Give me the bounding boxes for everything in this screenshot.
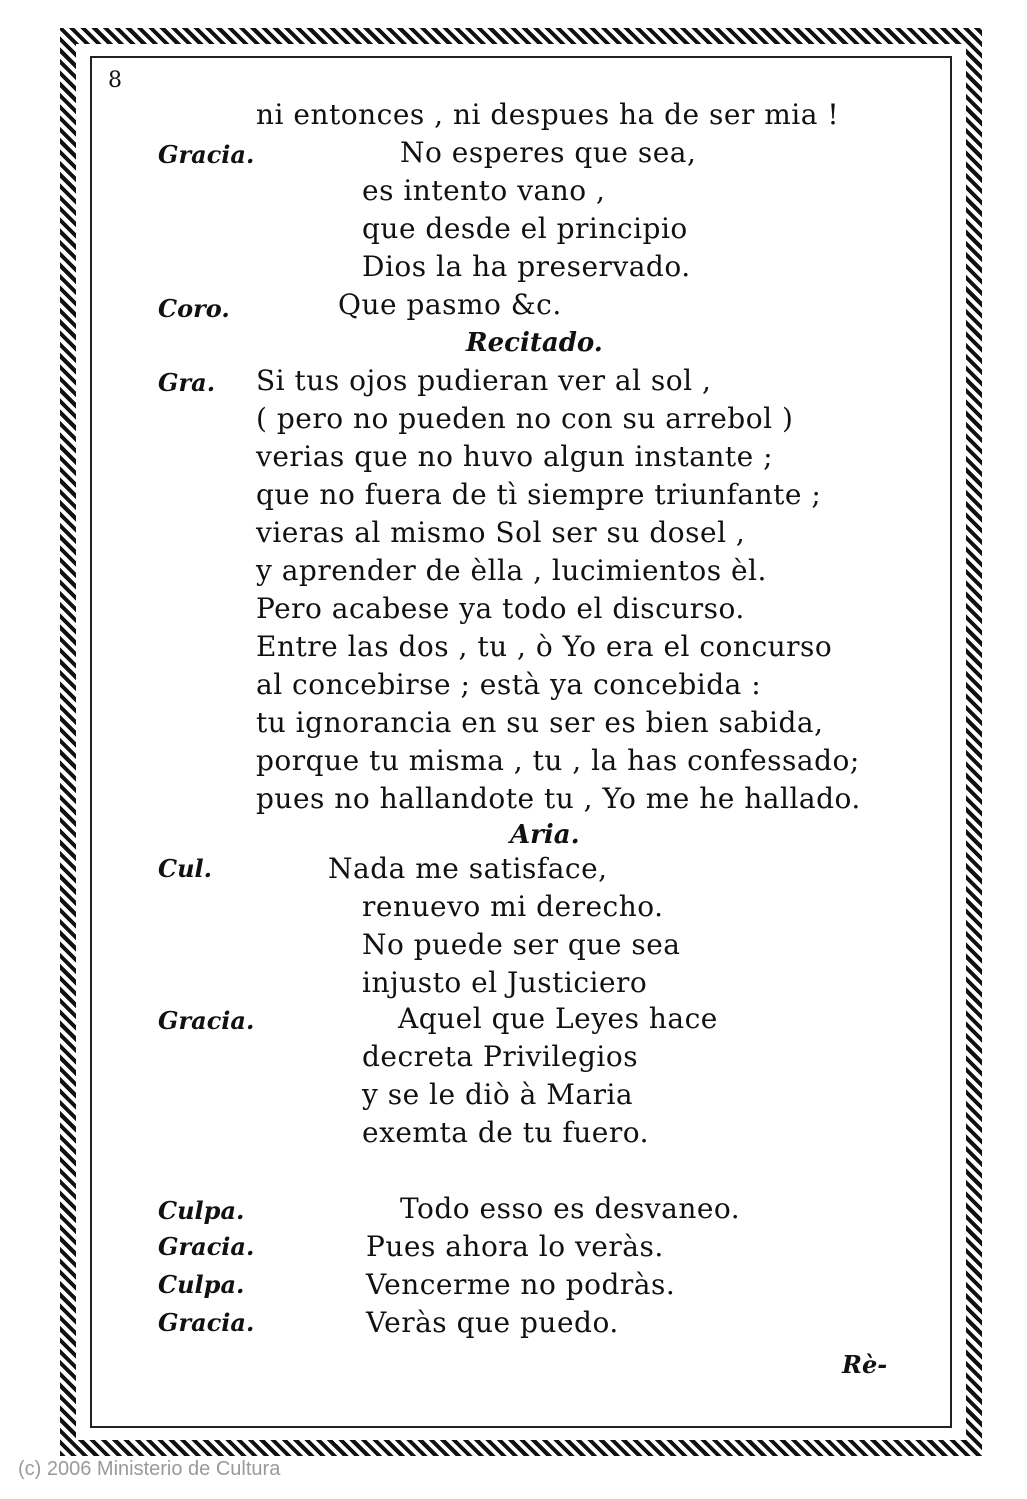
verse-line: Vencerme no podràs. [366, 1268, 676, 1301]
verse-line: Pero acabese ya todo el discurso. [256, 592, 745, 625]
verse-line: decreta Privilegios [362, 1040, 639, 1073]
verse-line: No puede ser que sea [362, 928, 681, 961]
verse-line: al concebirse ; està ya concebida : [256, 668, 762, 701]
verse-line: Entre las dos , tu , ò Yo era el concurso [256, 630, 833, 663]
verse-line: Dios la ha preservado. [362, 250, 691, 283]
verse-line: Nada me satisface, [328, 852, 608, 885]
verse-line: que no fuera de tì siempre triunfante ; [256, 478, 822, 511]
verse-line: Que pasmo &c. [338, 288, 562, 321]
verse-line: Pues ahora lo veràs. [366, 1230, 664, 1263]
verse-line: verias que no huvo algun instante ; [256, 440, 774, 473]
speaker-gra: Gra. [158, 368, 216, 397]
catchword: Rè- [842, 1350, 888, 1379]
verse-line: pues no hallandote tu , Yo me he hallado. [256, 782, 861, 815]
verse-line: Aquel que Leyes hace [398, 1002, 718, 1035]
speaker-gracia: Gracia. [158, 1232, 255, 1261]
copyright-notice: (c) 2006 Ministerio de Cultura [18, 1458, 281, 1480]
speaker-gracia: Gracia. [158, 1006, 255, 1035]
verse-line: y se le diò à Maria [362, 1078, 634, 1111]
verse-line: No esperes que sea, [400, 136, 697, 169]
section-heading-aria: Aria. [510, 820, 580, 850]
verse-line: Veràs que puedo. [366, 1306, 619, 1339]
verse-line: porque tu misma , tu , la has confessado; [256, 744, 860, 777]
verse-line: vieras al mismo Sol ser su dosel , [256, 516, 746, 549]
verse-line: injusto el Justiciero [362, 966, 648, 999]
verse-line: tu ignorancia en su ser es bien sabida, [256, 706, 824, 739]
verse-line: es intento vano , [362, 174, 606, 207]
page-number: 8 [108, 68, 122, 93]
speaker-coro: Coro. [158, 294, 230, 323]
verse-line: renuevo mi derecho. [362, 890, 664, 923]
speaker-gracia: Gracia. [158, 1308, 255, 1337]
verse-line: y aprender de èlla , lucimientos èl. [256, 554, 767, 587]
speaker-culpa: Culpa. [158, 1196, 245, 1225]
speaker-cul: Cul. [158, 854, 213, 883]
speaker-gracia: Gracia. [158, 140, 255, 169]
speaker-culpa: Culpa. [158, 1270, 245, 1299]
verse-line: ( pero no pueden no con su arrebol ) [256, 402, 794, 435]
section-heading-recitado: Recitado. [466, 328, 603, 358]
verse-line: exemta de tu fuero. [362, 1116, 650, 1149]
verse-line: Si tus ojos pudieran ver al sol , [256, 364, 712, 397]
verse-line: Todo esso es desvaneo. [400, 1192, 741, 1225]
verse-line: ni entonces , ni despues ha de ser mia ! [256, 98, 840, 131]
verse-line: que desde el principio [362, 212, 688, 245]
